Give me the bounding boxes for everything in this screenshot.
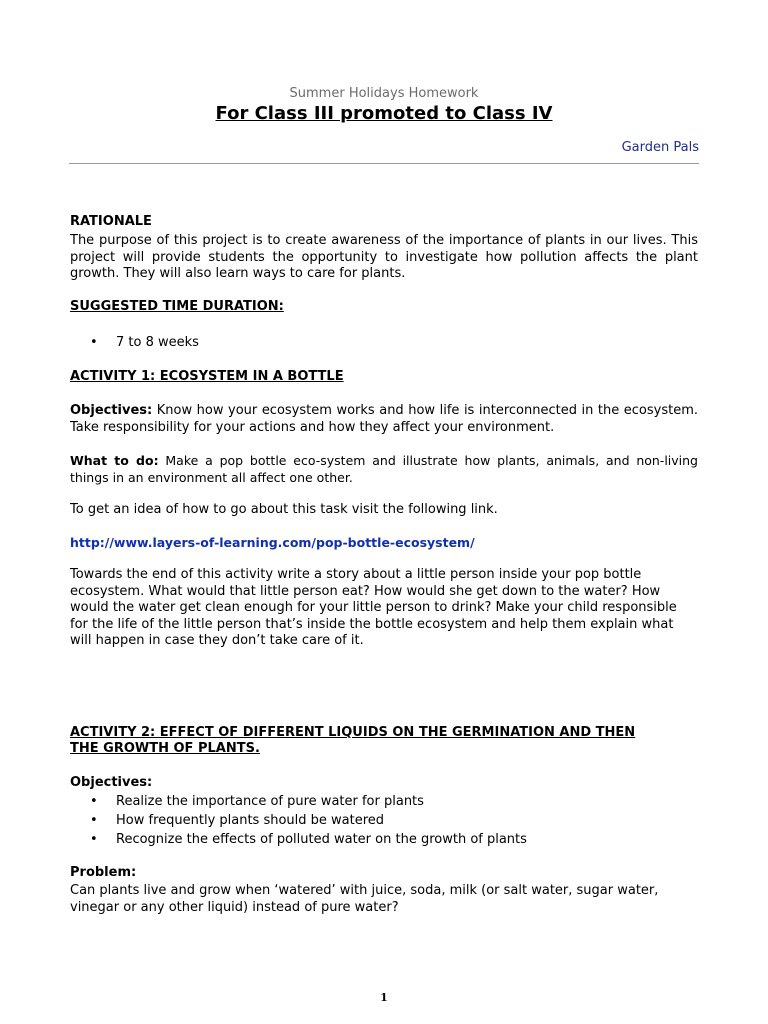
activity1-story: Towards the end of this activity write a story about a little person inside your pop bottle ecosystem. What would that little person eat? How would she get down to the water? How would the water get clean enough for your little person to drink? Make your child responsible for the life of the little person that’s inside the bottle ecosystem and help them explain what will happen in case they don’t take care of it. <box>70 567 677 648</box>
document-title: For Class III promoted to Class IV <box>215 103 553 124</box>
rationale-text: The purpose of this project is to create awareness of the importance of plants in our lives. This project will provide students the opportunity to investigate how pollution affects the plant growth. They will also learn ways to care for plants. <box>70 233 698 281</box>
rationale-heading: RATIONALE <box>70 214 152 229</box>
header-divider <box>69 163 699 164</box>
problem-text: Can plants live and grow when ‘watered’ with juice, soda, milk (or salt water, sugar water, vinegar or any other liquid) instead of pure water? <box>70 883 659 915</box>
activity1-whattodo <box>70 453 698 486</box>
duration-list <box>90 333 199 352</box>
activity1-heading: ACTIVITY 1: ECOSYSTEM IN A BOTTLE <box>70 369 344 384</box>
activity2-heading-line2: THE GROWTH OF PLANTS. <box>70 741 260 756</box>
activity1-objectives <box>70 403 698 436</box>
whattodo-text: Make a pop bottle eco-system and illustrate how plants, animals, and non-living things in an environment all affect one other. <box>70 453 698 485</box>
objective-item: • How frequently plants should be watered <box>90 811 527 830</box>
duration-heading: SUGGESTED TIME DURATION: <box>70 299 284 314</box>
document-subtitle: Summer Holidays Homework <box>289 86 479 101</box>
activity2-objectives-list <box>90 792 527 849</box>
author-name: Garden Pals <box>621 140 699 155</box>
objectives-label: Objectives: <box>70 403 153 418</box>
whattodo-label: What to do: <box>70 453 159 468</box>
problem-label: Problem: <box>70 865 137 880</box>
duration-item: • 7 to 8 weeks <box>90 333 199 352</box>
link-intro: To get an idea of how to go about this task visit the following link. <box>70 502 498 517</box>
page-number: 1 <box>380 991 388 1004</box>
objective-item: • Recognize the effects of polluted water on the growth of plants <box>90 830 527 849</box>
ecosystem-link[interactable]: http://www.layers-of-learning.com/pop-bottle-ecosystem/ <box>70 535 475 550</box>
objectives-text: Know how your ecosystem works and how life is interconnected in the ecosystem. Take responsibility for your actions and how they affect your environment. <box>70 403 698 435</box>
activity2-objectives-label: Objectives: <box>70 775 153 790</box>
activity2-heading-line1: ACTIVITY 2: EFFECT OF DIFFERENT LIQUIDS ON THE GERMINATION AND THEN <box>70 725 636 740</box>
objective-item: • Realize the importance of pure water for plants <box>90 792 527 811</box>
